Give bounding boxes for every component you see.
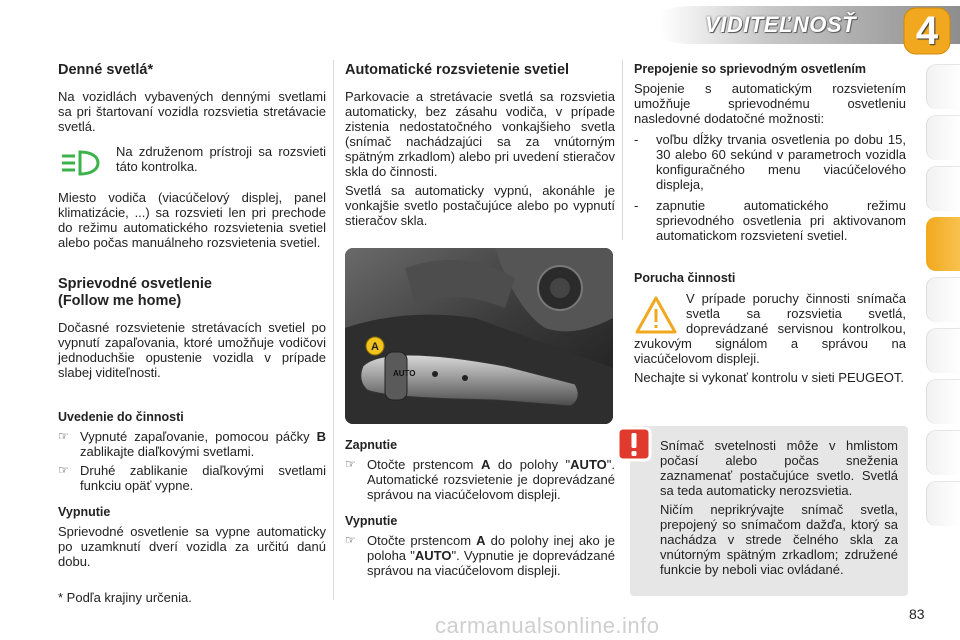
list-item-text — [367, 533, 615, 578]
daytime-lights-text: Na vozidlách vybavených dennými svetlami sa pri štartovaní vozidla rozsvietia stretávacie svetlá. — [58, 89, 326, 134]
list-item — [345, 533, 615, 578]
text-run: Otočte prstencom — [367, 457, 481, 472]
text-run: zablikajte diaľkovými svetlami. — [80, 444, 255, 459]
chapter-tab-2[interactable] — [926, 115, 960, 160]
fault-text: V prípade poruchy činnosti snímača svetla sa rozsvietia svetlá, doprevádzané servisnou kontrolkou, zvukovým signálom a správou na viacúčelovom displeji. — [634, 291, 906, 366]
list-item — [58, 463, 326, 493]
daytime-lights-heading: Denné svetlá* — [58, 62, 154, 78]
list-item-text: voľbu dĺžky trvania osvetlenia po dobu 15, 30 alebo 60 sekúnd v parametroch vozidla konfiguračného menu viacúčelového displeja, — [656, 132, 906, 192]
list-item — [345, 457, 615, 502]
list-item-text: zapnutie automatického režimu sprievodného osvetlenia pri aktivovanom automatickom rozsvietení svetiel. — [656, 198, 906, 243]
indicator-note — [58, 144, 326, 178]
column-right — [634, 62, 906, 385]
ring-label: A — [480, 457, 491, 472]
list-item — [58, 429, 326, 459]
link-follow-text: Spojenie s automatickým rozsvietením umožňuje sprievodnému osvetleniu nasledovné dodatočné možnosti: — [634, 81, 906, 126]
deactivation-text: Sprievodné osvetlenie sa vypne automaticky po uzamknutí dverí vozidla za určitú danú dobu. — [58, 524, 326, 569]
switch-off-heading: Vypnutie — [345, 514, 398, 528]
page-number: 83 — [909, 606, 925, 622]
lighting-stalk-photo — [345, 248, 613, 424]
chapter-title: VIDITEĽNOSŤ — [705, 12, 856, 37]
list-item-text: Druhé zablikanie diaľkovými svetlami funkciu opäť vypne. — [80, 463, 326, 493]
auto-label: AUTO — [570, 457, 607, 472]
chapter-number: 4 — [915, 9, 939, 53]
fault-text-2: Nechajte si vykonať kontrolu v sieti PEUGEOT. — [634, 370, 905, 385]
lighting-stalk-illustration — [345, 248, 613, 424]
hand-pointer-icon: ☞ — [58, 429, 69, 443]
daytime-lights-text-2: Miesto vodiča (viacúčelový displej, panel klimatizácie, ...) sa rozsvieti len pri prechode do režimu automatického rozsvietenia svetiel alebo počas manuálneho rozsvietenia svetiel. — [58, 190, 326, 250]
warning-triangle-icon — [634, 295, 678, 335]
chapter-tab-3[interactable] — [926, 166, 960, 211]
follow-me-home-heading — [58, 276, 326, 310]
hand-pointer-icon: ☞ — [345, 457, 356, 471]
auto-lighting-text-2: Svetlá sa automaticky vypnú, akonáhle je vonkajšie svetlo postačujúce alebo po vypnutí stieračov skla. — [345, 183, 615, 228]
indicator-note-text: Na združenom prístroji sa rozsvieti táto kontrolka. — [116, 144, 326, 174]
text-run: Otočte prstencom — [367, 533, 477, 548]
caution-content — [660, 438, 898, 577]
follow-title-line-2: (Follow me home) — [58, 293, 182, 309]
chapter-tabs — [926, 64, 960, 532]
text-run: do polohy inej ako je poloha " — [367, 533, 615, 563]
switch-on-heading: Zapnutie — [345, 438, 398, 452]
chapter-tab-6[interactable] — [926, 328, 960, 373]
follow-me-home-text: Dočasné rozsvietenie stretávacích svetiel po vypnutí zapaľovania, ktoré umožňuje vodičovi jednoduchšie opustenie vozidla v prípade slabej viditeľnosti. — [58, 320, 326, 380]
chapter-tab-1[interactable] — [926, 64, 960, 109]
fault-block — [634, 291, 906, 366]
list-item-text — [367, 457, 615, 502]
auto-lighting-heading: Automatické rozsvietenie svetiel — [345, 62, 570, 78]
fault-heading: Porucha činnosti — [634, 271, 736, 285]
chapter-tab-9[interactable] — [926, 481, 960, 526]
chapter-tab-8[interactable] — [926, 430, 960, 475]
daytime-light-indicator-icon — [58, 148, 102, 178]
lever-label: B — [316, 429, 326, 444]
text-run: do polohy " — [490, 457, 571, 472]
chapter-tab-7[interactable] — [926, 379, 960, 424]
footnote: * Podľa krajiny určenia. — [58, 590, 192, 605]
photo-label-a: A — [371, 341, 379, 353]
text-run: ". Automatické rozsvietenie je doprevádzané správou na viacúčelovom displeji. — [367, 457, 616, 502]
watermark: carmanualsonline.info — [435, 613, 660, 638]
column-divider — [622, 60, 623, 240]
caution-text-2: Ničím neprikrývajte snímač svetla, prepojený so snímačom dažďa, ktorý sa nachádza v strede čelného skla za vnútorným spätným zrkadlom; združené funkcie by neboli viac ovládané. — [660, 502, 898, 577]
hand-pointer-icon: ☞ — [345, 533, 356, 547]
caution-text-1: Snímač svetelnosti môže v hmlistom počasí alebo počas sneženia zaznamenať postačujúce svetlo. Svetlá sa teda automaticky nerozsvietia. — [660, 438, 898, 498]
text-run: ". Vypnutie je doprevádzané správou na viacúčelovom displeji. — [367, 548, 615, 578]
chapter-tab-5[interactable] — [926, 277, 960, 322]
list-item — [634, 198, 906, 243]
activation-heading: Uvedenie do činnosti — [58, 410, 184, 424]
photo-label-auto: AUTO — [393, 369, 416, 378]
ring-label: A — [476, 533, 486, 548]
list-item-text — [80, 429, 326, 459]
auto-label: AUTO — [414, 548, 452, 563]
exclamation-warning-icon — [614, 424, 654, 464]
link-follow-heading: Prepojenie so sprievodným osvetlením — [634, 62, 867, 76]
auto-lighting-text: Parkovacie a stretávacie svetlá sa rozsvietia automaticky, bez zásahu vodiča, v prípade zistenia nedostatočného vonkajšieho svetla (snímač nachádzajúci sa za vnútorným spätným zrkadlom) alebo pri uvedení stieračov skla do činnosti. — [345, 89, 615, 179]
list-dash: - — [634, 198, 639, 213]
list-dash: - — [634, 132, 639, 147]
text-run: Vypnuté zapaľovanie, pomocou páčky — [80, 429, 317, 444]
hand-pointer-icon: ☞ — [58, 463, 69, 477]
column-left — [58, 62, 326, 569]
column-middle — [345, 62, 615, 228]
follow-title-line-1: Sprievodné osvetlenie — [58, 276, 212, 292]
list-item — [634, 132, 906, 192]
chapter-tab-4-active[interactable] — [926, 217, 960, 271]
column-middle-lower — [345, 438, 615, 578]
column-divider — [333, 60, 334, 600]
deactivation-heading: Vypnutie — [58, 505, 111, 519]
